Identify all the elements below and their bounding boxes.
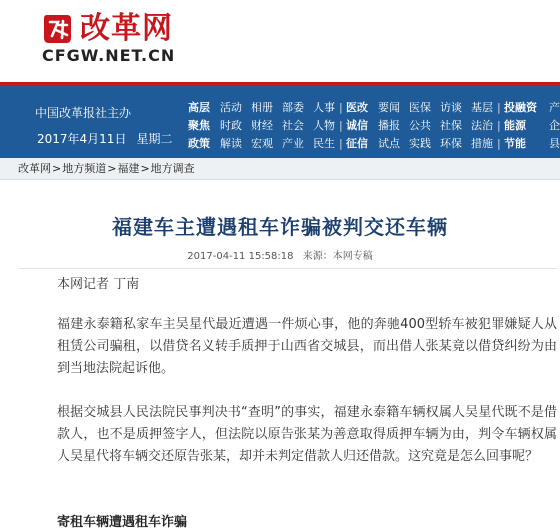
- article-subheading: 寄租车辆遭遇租车诈骗: [57, 515, 188, 530]
- site-logo-icon[interactable]: [41, 12, 75, 46]
- divider: [18, 268, 558, 269]
- nav-link[interactable]: 财经: [251, 119, 273, 132]
- nav-link[interactable]: 基层: [471, 101, 493, 114]
- article-meta: [0, 250, 560, 264]
- breadcrumb-separator: >: [140, 162, 150, 175]
- nav-link[interactable]: 县: [549, 137, 560, 150]
- nav-link[interactable]: 能源: [504, 119, 526, 132]
- nav-link[interactable]: 要闻: [378, 101, 400, 114]
- nav-link[interactable]: 法治: [471, 119, 493, 132]
- article-paragraph: 福建永泰籍私家车主吴星代最近遭遇一件烦心事，他的奔驰400型轿车被犯罪嫌疑人从租赁公司骗租，以借贷名义转手质押于山西省交城县，而出借人张某竟以借贷纠纷为由到当地法院起诉他。: [57, 317, 557, 376]
- nav-link[interactable]: 诚信: [346, 119, 368, 132]
- nav-link[interactable]: 节能: [504, 137, 526, 150]
- nav-link[interactable]: 时政: [220, 119, 242, 132]
- publisher-line: 中国改革报社主办: [35, 106, 132, 120]
- nav-link[interactable]: 人物: [313, 119, 335, 132]
- article-paragraph: 根据交城县人民法院民事判决书“查明”的事实，福建永泰籍车辆权属人吴星代既不是借款人，也不是质押签字人，但法院以原告张某为善意取得质押车辆为由，判令车辆权属人吴星代将车辆交还原告张某，却并未判定借款人归还借款。这究竟是怎么回事呢？: [57, 405, 557, 464]
- nav-separator: |: [339, 119, 343, 132]
- publish-datetime: 2017-04-11 15:58:18: [187, 251, 294, 262]
- nav-link[interactable]: 人事: [313, 101, 335, 114]
- nav-link[interactable]: 社会: [282, 119, 304, 132]
- nav-link[interactable]: 解读: [220, 137, 242, 150]
- nav-link[interactable]: 部委: [282, 101, 304, 114]
- nav-link[interactable]: 访谈: [440, 101, 462, 114]
- nav-link[interactable]: 社保: [440, 119, 462, 132]
- nav-separator: |: [497, 119, 501, 132]
- nav-link[interactable]: 实践: [409, 137, 431, 150]
- article-title: 福建车主遭遇租车诈骗被判交还车辆: [112, 215, 448, 239]
- weekday-text: 星期二: [136, 132, 173, 146]
- nav-separator: |: [339, 137, 343, 150]
- nav-link[interactable]: 投融资: [504, 101, 537, 114]
- breadcrumb-separator: >: [107, 162, 117, 175]
- site-header: [0, 0, 560, 82]
- nav-band: [0, 82, 560, 158]
- nav-link[interactable]: 高层: [188, 101, 210, 114]
- nav-separator: |: [497, 101, 501, 114]
- article-source: 来源：本网专稿: [302, 251, 373, 262]
- nav-link[interactable]: 政策: [188, 137, 210, 150]
- nav-link[interactable]: 征信: [346, 137, 368, 150]
- nav-link[interactable]: 试点: [378, 137, 400, 150]
- breadcrumb-region[interactable]: 福建: [117, 162, 140, 175]
- breadcrumb-bar: [0, 158, 560, 180]
- nav-link[interactable]: 宏观: [251, 137, 273, 150]
- site-name[interactable]: 改革网: [80, 11, 173, 46]
- nav-link[interactable]: 环保: [440, 137, 462, 150]
- nav-link[interactable]: 企: [549, 119, 560, 132]
- nav-link[interactable]: 相册: [251, 101, 273, 114]
- nav-separator: |: [497, 137, 501, 150]
- nav-link[interactable]: 产: [549, 101, 560, 114]
- reporter-byline: 本网记者 丁南: [57, 277, 140, 292]
- breadcrumb-separator: >: [52, 162, 62, 175]
- nav-link[interactable]: 医改: [346, 101, 368, 114]
- nav-link[interactable]: 活动: [220, 101, 242, 114]
- breadcrumb: [18, 161, 195, 177]
- nav-link[interactable]: 产业: [282, 137, 304, 150]
- nav-link[interactable]: 公共: [409, 119, 431, 132]
- breadcrumb-section[interactable]: 地方调查: [150, 162, 195, 175]
- nav-link[interactable]: 播报: [378, 119, 400, 132]
- nav-link[interactable]: 措施: [471, 137, 493, 150]
- nav-link[interactable]: 民生: [313, 137, 335, 150]
- nav-link[interactable]: 医保: [409, 101, 431, 114]
- site-domain[interactable]: CFGW.NET.CN: [42, 46, 176, 65]
- breadcrumb-home[interactable]: 改革网: [18, 162, 51, 175]
- breadcrumb-channel[interactable]: 地方频道: [62, 162, 107, 175]
- nav-separator: |: [339, 101, 343, 114]
- current-date: [37, 131, 182, 147]
- nav-link[interactable]: 聚焦: [188, 119, 210, 132]
- date-text: 2017年4月11日: [37, 132, 127, 146]
